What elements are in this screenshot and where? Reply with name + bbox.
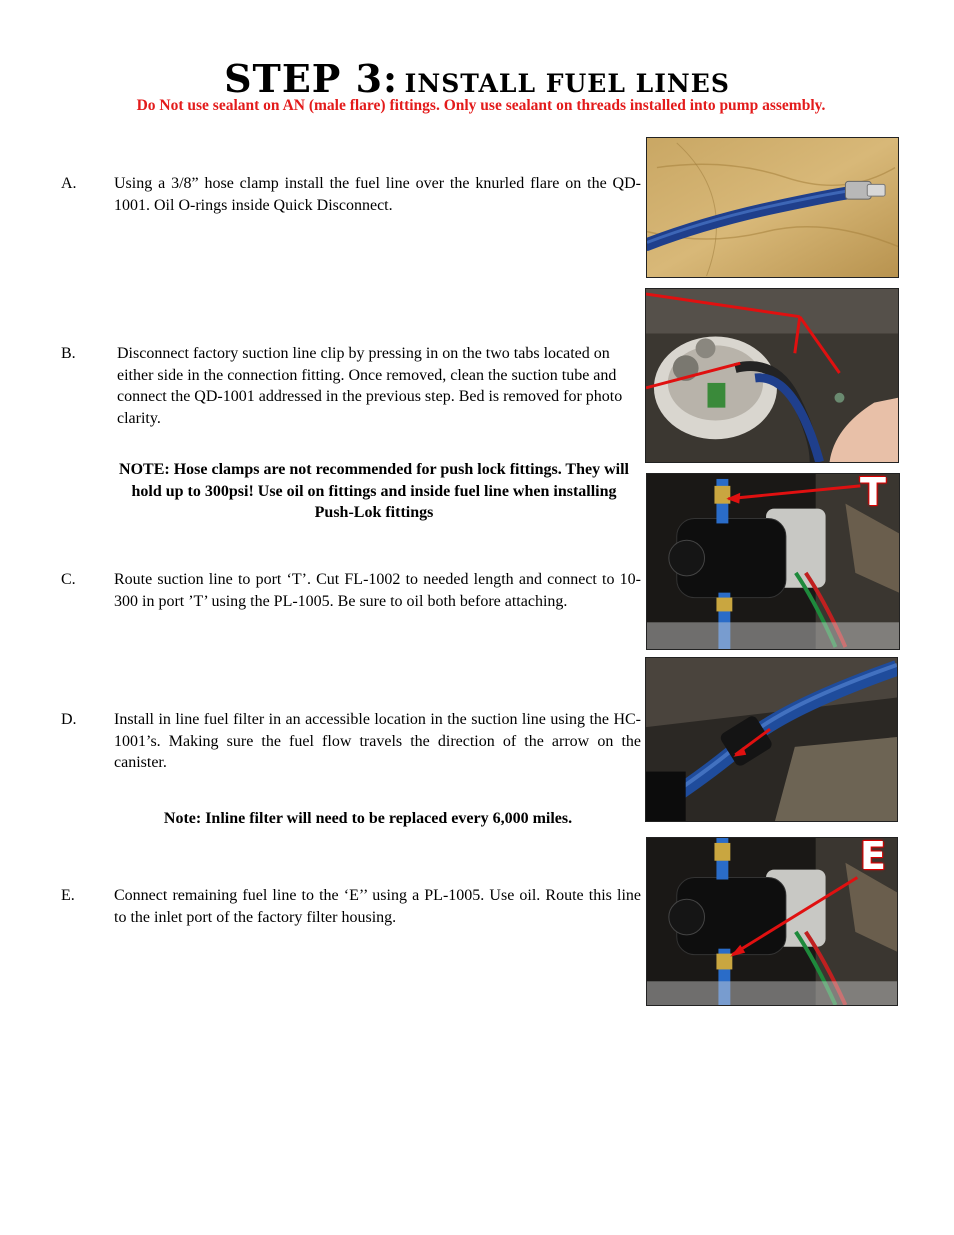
step-d-letter: D. (61, 711, 77, 728)
filter-note: Note: Inline filter will need to be replaced every 6,000 miles. (163, 810, 573, 827)
title-install: INSTALL FUEL LINES (404, 69, 730, 98)
step-a-letter: A. (61, 175, 77, 192)
step-d-text: Install in line fuel filter in an accessible location in the suction line using the HC-1001’s. Making sure the fuel flow travels the direction of the arrow on the canister. (114, 711, 641, 771)
step-e-letter: E. (61, 887, 75, 904)
step-a-text: Using a 3/8” hose clamp install the fuel line over the knurled flare on the QD-1001. Oil O-rings inside Quick Disconnect. (114, 175, 641, 214)
sealant-warning: Do Not use sealant on AN (male flare) fittings. Only use sealant on threads installed into pump assembly. (136, 97, 826, 114)
photo-inline-filter (645, 657, 898, 822)
port-e-label: E (860, 837, 886, 878)
step-e-text: Connect remaining fuel line to the ‘E’’ using a PL-1005. Use oil. Route this line to the inlet port of the factory filter housing. (114, 887, 641, 926)
page-title (0, 56, 954, 101)
photo-port-t (646, 473, 900, 650)
step-b-letter: B. (61, 345, 76, 362)
step-c-letter: C. (61, 571, 76, 588)
port-t-label: T (860, 473, 886, 514)
photo-suction-clip (645, 288, 899, 463)
step-b-text: Disconnect factory suction line clip by pressing in on the two tabs located on either side in the connection fitting. Once removed, clean the suction tube and connect the QD-1001 addressed in the previous step. Bed is removed for photo clarity. (117, 345, 623, 427)
photo-hose-clamp (646, 137, 899, 278)
push-lock-note: NOTE: Hose clamps are not recommended for push lock fittings. They will hold up to 300psi! Use oil on fittings and inside fuel line when installing Push-Lok fittings (119, 461, 629, 521)
step-c-text: Route suction line to port ‘T’. Cut FL-1002 to needed length and connect to 10-300 in port ’T’ using the PL-1005. Be sure to oil both before attaching. (114, 571, 641, 610)
photo-port-e (646, 837, 898, 1006)
title-step: STEP 3: (224, 56, 399, 101)
